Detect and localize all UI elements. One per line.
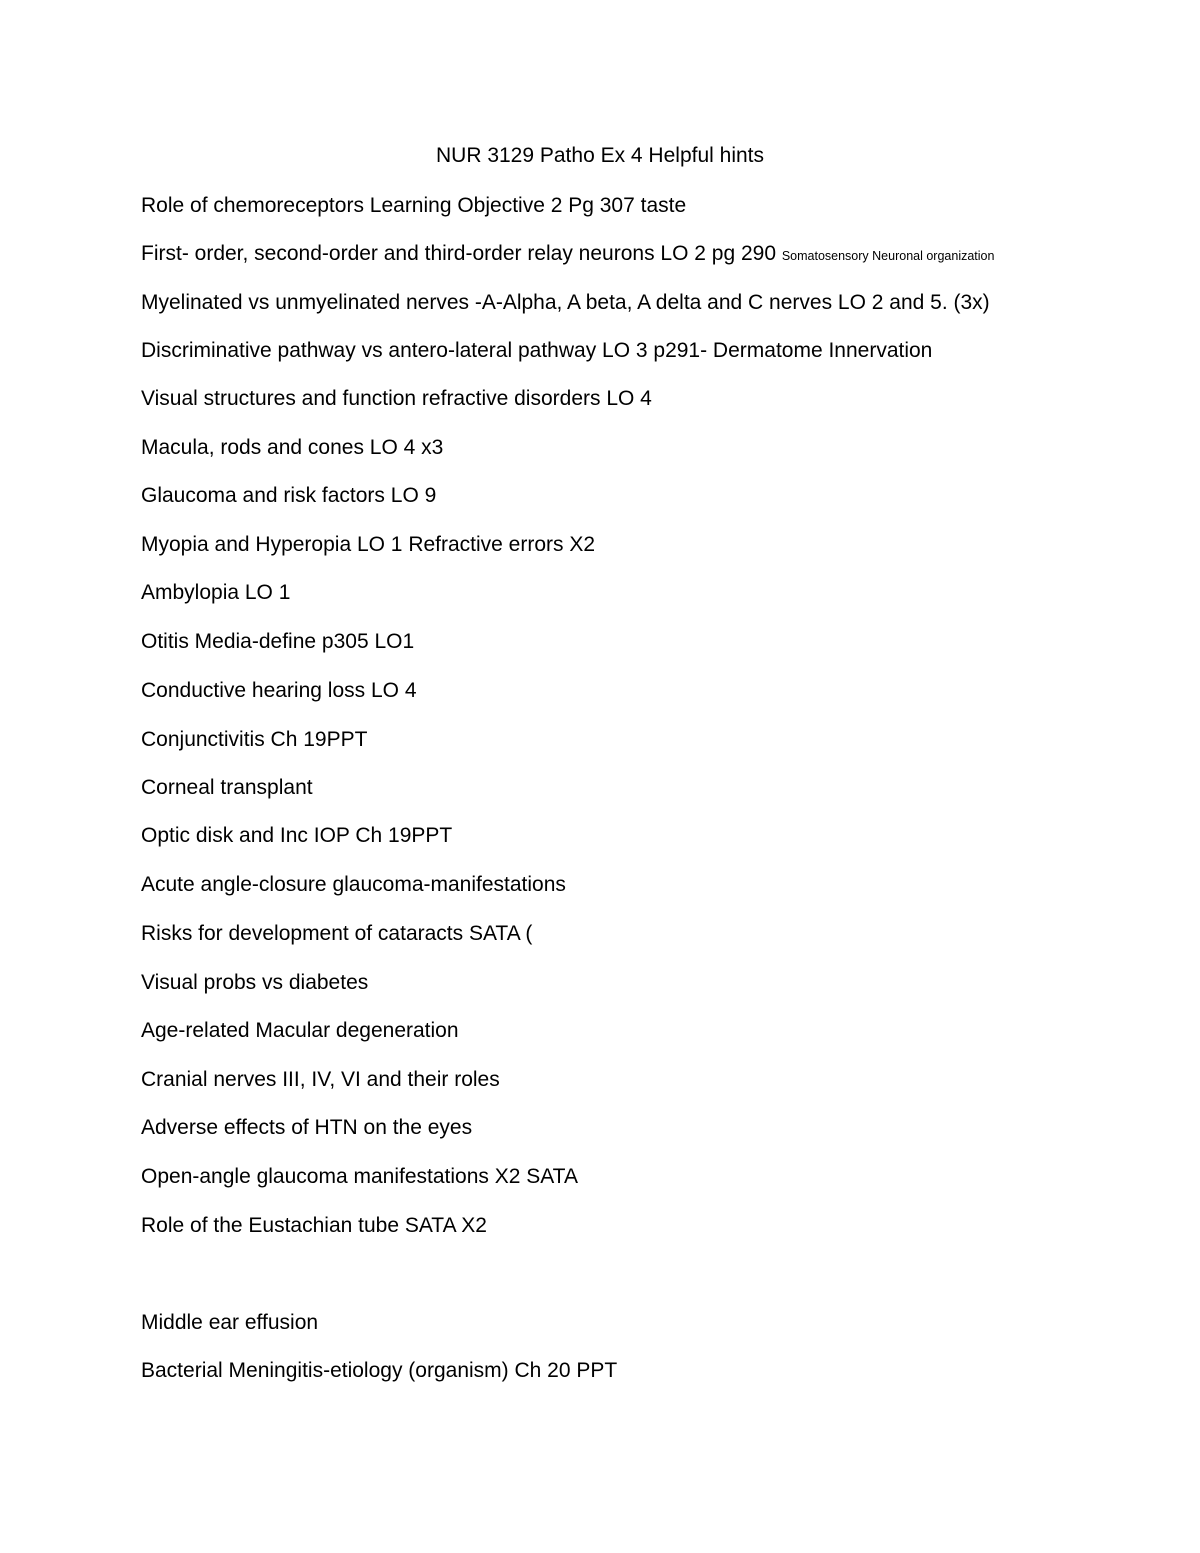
hint-text: Bacterial Meningitis-etiology (organism) Ch 20 PPT xyxy=(141,1359,618,1382)
hint-text: Conjunctivitis Ch 19PPT xyxy=(141,728,368,751)
hint-line-16 xyxy=(141,920,532,948)
hint-text: Optic disk and Inc IOP Ch 19PPT xyxy=(141,824,453,847)
hint-line-2 xyxy=(141,240,994,270)
hint-text: Myelinated vs unmyelinated nerves -A-Alpha, A beta, A delta and C nerves LO 2 and 5. (3x) xyxy=(141,291,990,314)
hint-line-20 xyxy=(141,1114,472,1142)
hint-text: Age-related Macular degeneration xyxy=(141,1019,459,1042)
hint-text: Adverse effects of HTN on the eyes xyxy=(141,1116,473,1139)
hint-text: Acute angle-closure glaucoma-manifestations xyxy=(141,873,566,896)
hint-text: Visual probs vs diabetes xyxy=(141,971,369,994)
hint-line-6 xyxy=(141,434,443,462)
hint-line-4 xyxy=(141,337,932,365)
hint-line-9 xyxy=(141,579,290,607)
hint-line-22 xyxy=(141,1212,487,1240)
hint-text: Glaucoma and risk factors LO 9 xyxy=(141,484,437,507)
hint-text: Macula, rods and cones LO 4 x3 xyxy=(141,436,444,459)
hint-text: Myopia and Hyperopia LO 1 Refractive errors X2 xyxy=(141,533,596,556)
hint-line-23 xyxy=(141,1309,318,1337)
hint-text: First- order, second-order and third-order relay neurons LO 2 pg 290 xyxy=(141,242,782,265)
hint-text: Visual structures and function refractive disorders LO 4 xyxy=(141,387,652,410)
hint-line-10 xyxy=(141,628,414,656)
hint-line-18 xyxy=(141,1017,459,1045)
document-title: NUR 3129 Patho Ex 4 Helpful hints xyxy=(435,144,764,167)
hint-text: Role of the Eustachian tube SATA X2 xyxy=(141,1214,487,1237)
hint-text: Discriminative pathway vs antero-lateral pathway LO 3 p291- Dermatome Innervation xyxy=(141,339,933,362)
hint-text: Middle ear effusion xyxy=(141,1311,319,1334)
hint-line-8 xyxy=(141,531,595,559)
hint-text: Otitis Media-define p305 LO1 xyxy=(141,630,415,653)
hint-line-11 xyxy=(141,677,417,705)
hint-text: Cranial nerves III, IV, VI and their roles xyxy=(141,1068,500,1091)
hint-text: Ambylopia LO 1 xyxy=(141,581,291,604)
hint-text: Risks for development of cataracts SATA ( xyxy=(141,922,533,945)
hint-line-24 xyxy=(141,1357,617,1385)
hint-text: Corneal transplant xyxy=(141,776,313,799)
hint-line-13 xyxy=(141,774,313,802)
hint-line-3 xyxy=(141,289,990,317)
hint-line-17 xyxy=(141,969,368,997)
hint-line-14 xyxy=(141,822,452,850)
hint-line-5 xyxy=(141,385,652,413)
hint-line-15 xyxy=(141,871,566,899)
hint-line-1 xyxy=(141,192,686,220)
hint-line-21 xyxy=(141,1163,578,1191)
hint-text: Role of chemoreceptors Learning Objective 2 Pg 307 taste xyxy=(141,194,687,217)
hint-line-7 xyxy=(141,482,436,510)
hint-line-19 xyxy=(141,1066,500,1094)
hint-line-12 xyxy=(141,726,367,754)
hint-small-note: Somatosensory Neuronal organization xyxy=(781,249,995,263)
hint-text: Open-angle glaucoma manifestations X2 SATA xyxy=(141,1165,578,1188)
hint-text: Conductive hearing loss LO 4 xyxy=(141,679,417,702)
